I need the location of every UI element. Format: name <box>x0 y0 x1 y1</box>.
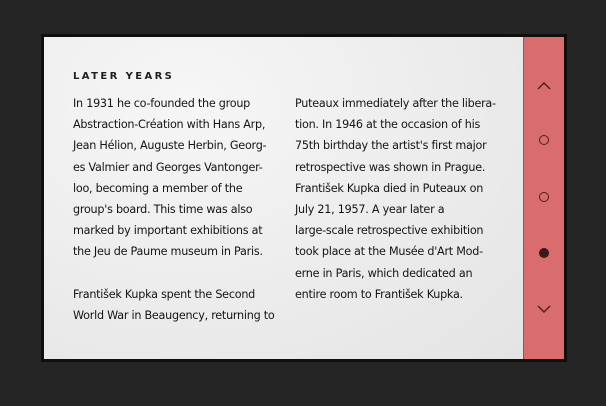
text-line: large-scale retrospective exhibition <box>295 224 484 238</box>
text-line: marked by important exhibitions at <box>73 224 263 238</box>
text-line: 75th birthday the artist's first major <box>295 139 487 153</box>
chevron-up-icon <box>537 81 551 90</box>
text-line: July 21, 1957. A year later a <box>295 202 445 216</box>
page-indicator-2[interactable] <box>539 192 549 202</box>
text-line: Abstraction-Création with Hans Arp, <box>73 118 266 132</box>
text-line: Puteaux immediately after the libera- <box>295 97 496 110</box>
section-heading: LATER YEARS <box>73 71 175 82</box>
text-line: tion. In 1946 at the occasion of his <box>295 118 481 132</box>
text-line: loo, becoming a member of the <box>73 181 243 195</box>
text-line: František Kupka spent the Second <box>73 287 256 301</box>
page-navigation <box>523 37 564 359</box>
text-line: František Kupka died in Puteaux on <box>295 181 484 195</box>
text-column-right <box>295 93 505 305</box>
previous-page-button[interactable] <box>524 73 564 97</box>
chevron-down-icon <box>537 305 551 314</box>
page-indicator-1[interactable] <box>539 135 549 145</box>
text-panel <box>44 37 523 359</box>
text-line: entire room to František Kupka. <box>295 287 463 301</box>
text-line: erne in Paris, which dedicated an <box>295 266 473 280</box>
text-line: In 1931 he co-founded the group <box>73 97 251 110</box>
text-line: group's board. This time was also <box>73 202 253 216</box>
content-frame <box>41 34 567 362</box>
text-line: Jean Hélion, Auguste Herbin, Georg- <box>73 139 267 153</box>
text-line: took place at the Musée d'Art Mod- <box>295 245 483 259</box>
next-page-button[interactable] <box>524 297 564 321</box>
paragraph-break <box>73 263 283 284</box>
text-line: es Valmier and Georges Vantonger- <box>73 160 263 174</box>
text-line: the Jeu de Paume museum in Paris. <box>73 245 263 259</box>
text-column-left <box>73 93 283 326</box>
text-line: World War in Beaugency, returning to <box>73 308 275 322</box>
page-indicator-3[interactable] <box>539 248 549 258</box>
text-line: retrospective was shown in Prague. <box>295 160 486 174</box>
